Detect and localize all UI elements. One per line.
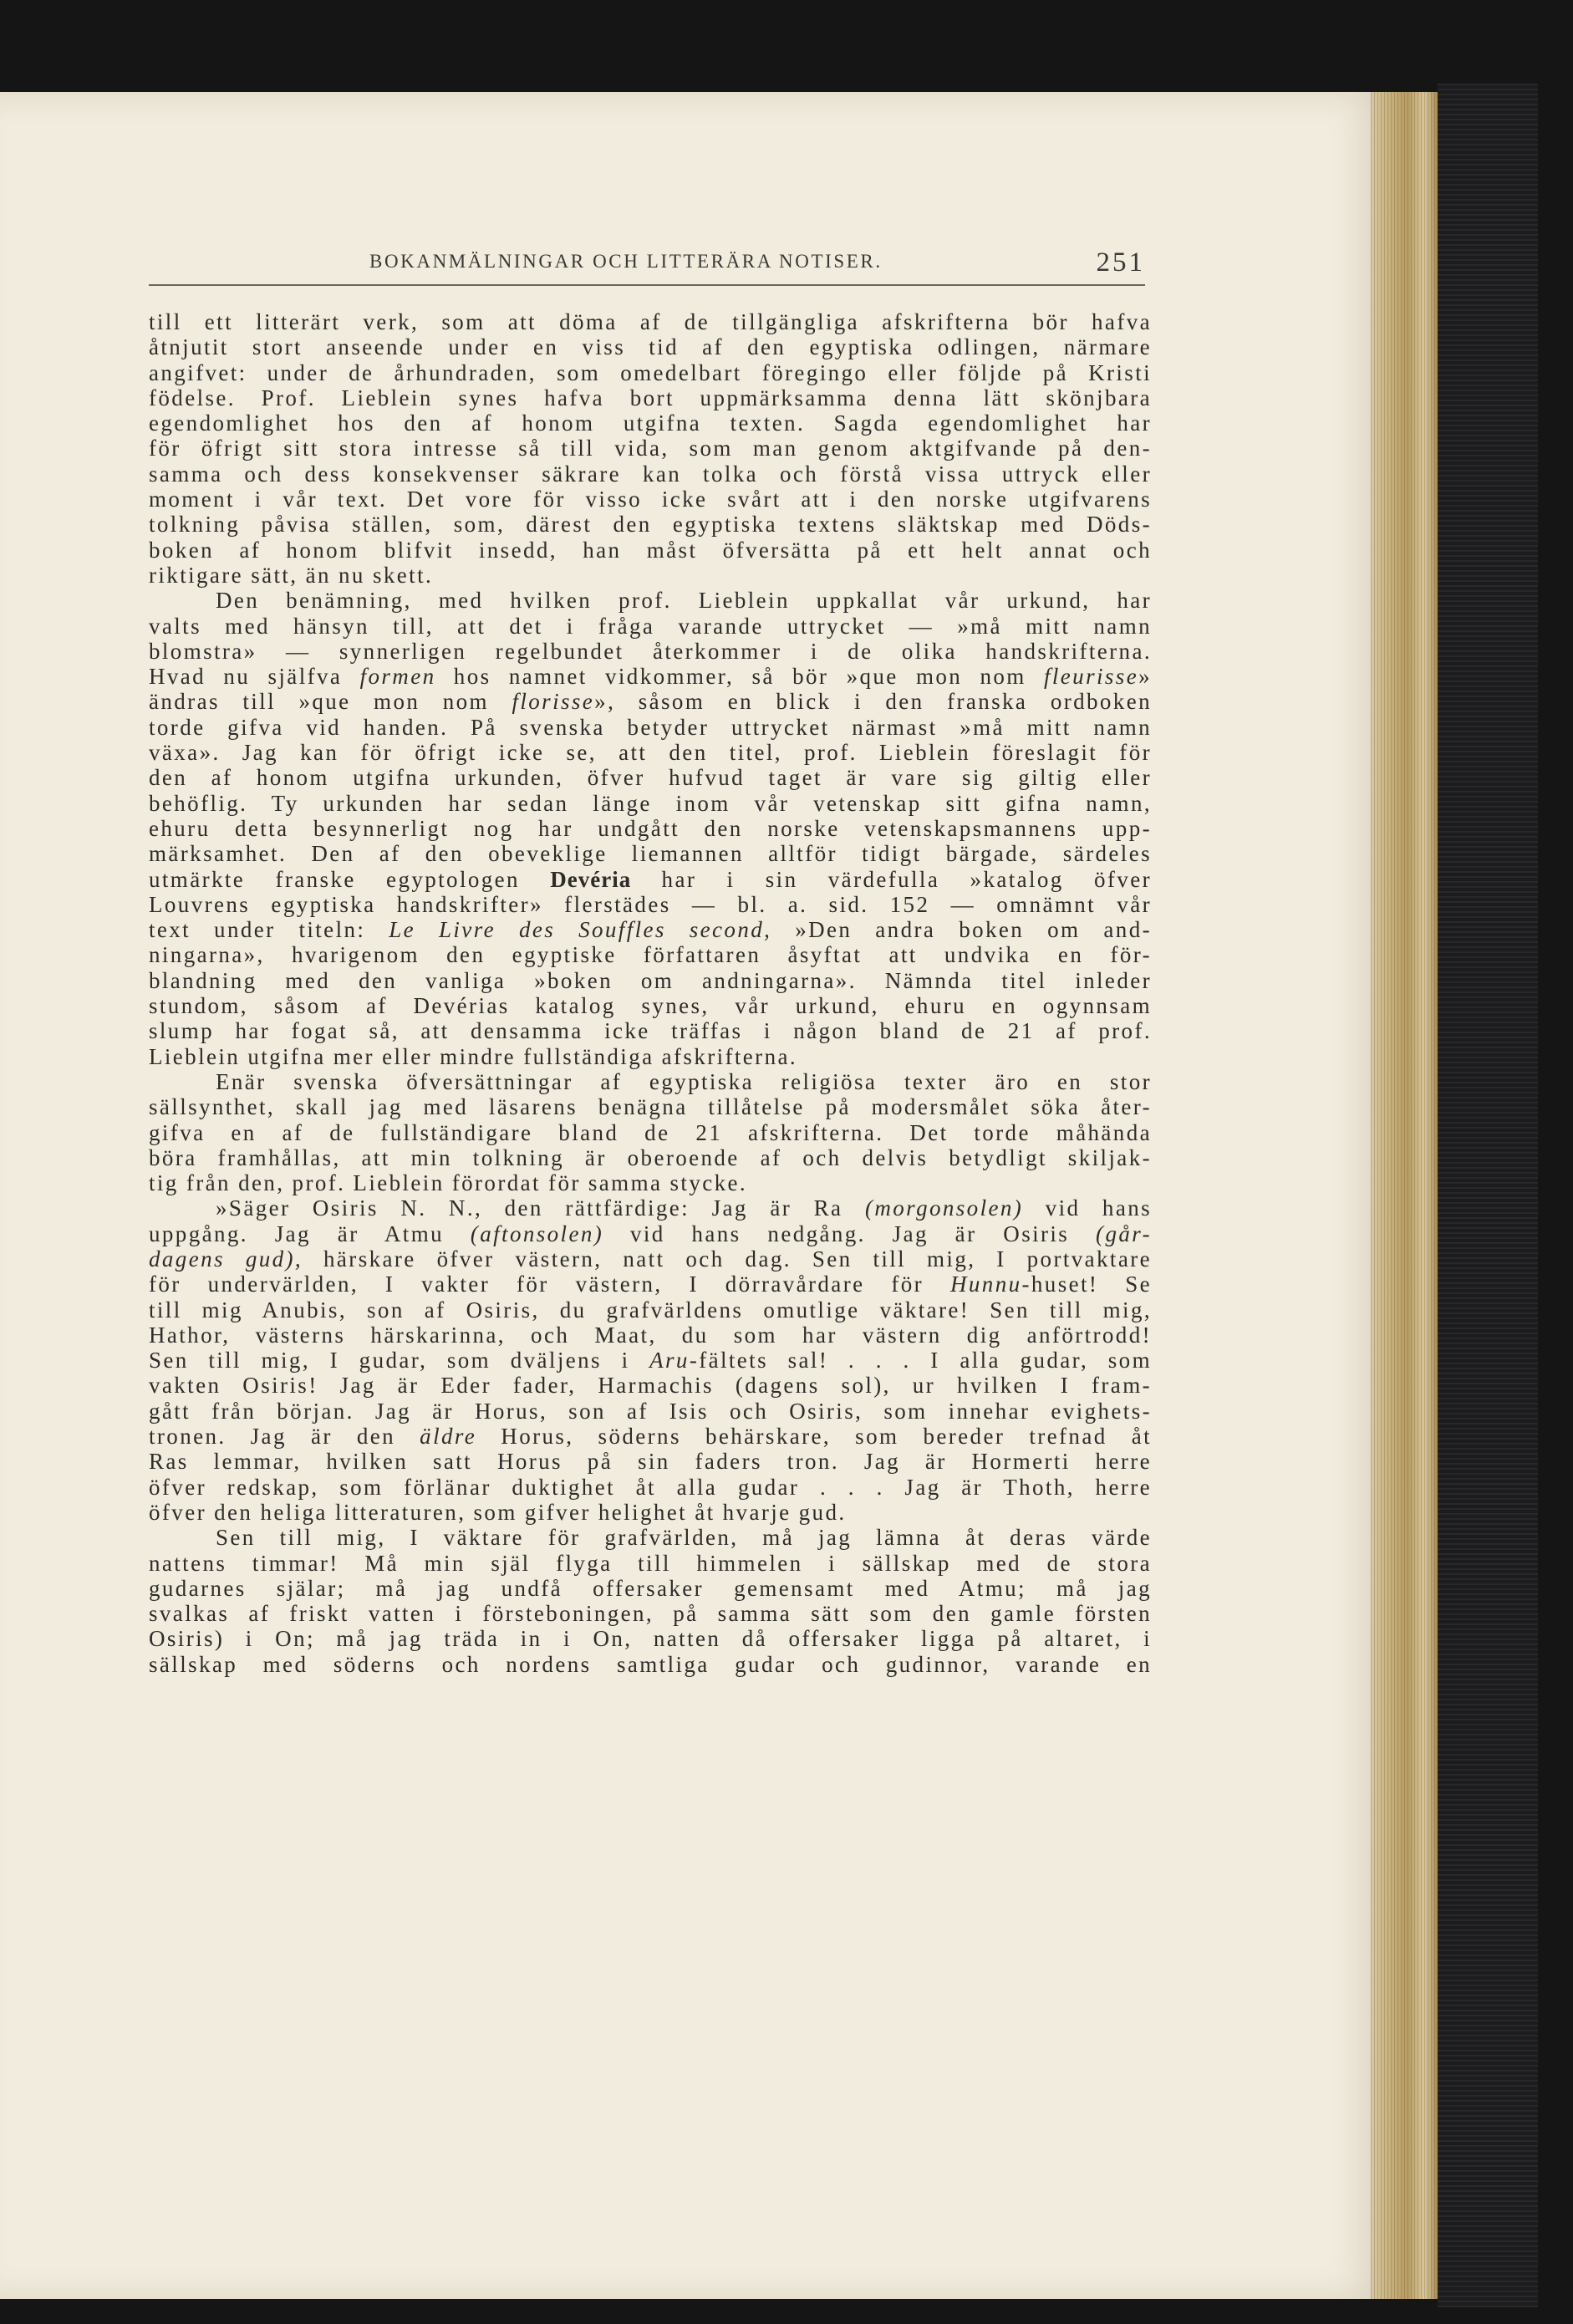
text-line bbox=[149, 993, 1152, 1018]
text-line bbox=[149, 1601, 1152, 1626]
text-segment: svalkas af friskt vatten i försteboningen, på samma sätt som den gamle försten bbox=[149, 1601, 1152, 1627]
italic-text: formen bbox=[359, 664, 436, 690]
text-line bbox=[149, 461, 1152, 487]
text-line bbox=[149, 309, 1152, 334]
text-line bbox=[149, 563, 1152, 588]
text-segment: stundom, såsom af Devérias katalog synes, vår urkund, ehuru en ogynnsam bbox=[149, 993, 1152, 1019]
text-line bbox=[149, 1373, 1152, 1398]
text-segment: härskare öfver västern, natt och dag. Sen till mig, I portvaktare bbox=[303, 1246, 1152, 1272]
text-segment: Sen till mig, I väktare för grafvärlden, må jag lämna åt deras värde bbox=[216, 1525, 1152, 1551]
italic-text: äldre bbox=[420, 1424, 477, 1450]
text-line bbox=[149, 436, 1152, 461]
italic-text: (går- bbox=[1096, 1221, 1152, 1246]
text-line bbox=[149, 791, 1152, 816]
italic-text: (morgonsolen) bbox=[864, 1195, 1024, 1221]
text-line bbox=[149, 740, 1152, 765]
text-line bbox=[149, 1348, 1152, 1373]
text-segment: öfver den heliga litteraturen, som gifver helighet åt hvarje gud. bbox=[149, 1499, 847, 1525]
text-segment: den af honom utgifna urkunden, öfver hufvud taget är vare sig giltig eller bbox=[149, 765, 1152, 791]
text-segment: sällskap med söderns och nordens samtliga gudar och gudinnor, varande en bbox=[149, 1651, 1152, 1677]
text-line bbox=[149, 816, 1152, 841]
text-segment: blandning med den vanliga »boken om andningarna». Nämnda titel inleder bbox=[149, 967, 1152, 993]
page-number: 251 bbox=[1096, 247, 1145, 278]
text-segment: vakten Osiris! Jag är Eder fader, Harmachis (dagens sol), ur hvilken I fram- bbox=[149, 1373, 1152, 1399]
text-segment: tig från den, prof. Lieblein förordat för samma stycke. bbox=[149, 1170, 748, 1196]
italic-text: fleurisse bbox=[1044, 664, 1139, 690]
text-line bbox=[149, 1475, 1152, 1500]
text-line bbox=[149, 1424, 1152, 1449]
text-line bbox=[149, 588, 1152, 613]
text-line bbox=[149, 1246, 1152, 1272]
text-segment: hos namnet vidkommer, så bör »que mon nom bbox=[435, 664, 1044, 690]
text-line bbox=[149, 1449, 1152, 1474]
text-segment: gått från början. Jag är Horus, son af Isis och Osiris, som innehar evighets- bbox=[149, 1398, 1152, 1424]
text-line bbox=[149, 1551, 1152, 1576]
text-line bbox=[149, 487, 1152, 512]
text-segment: gudarnes själar; må jag undfå offersaker gemensamt med Atmu; må jag bbox=[149, 1575, 1152, 1601]
text-segment: behöflig. Ty urkunden har sedan länge inom vår vetenskap sitt gifna namn, bbox=[149, 790, 1152, 816]
text-line bbox=[149, 765, 1152, 790]
text-segment: slump har fogat så, att densamma icke träffas i någon bland de 21 af prof. bbox=[149, 1018, 1152, 1044]
text-line bbox=[149, 614, 1152, 639]
text-segment: Osiris) i On; må jag träda in i On, natten då offersaker ligga på altaret, i bbox=[149, 1626, 1152, 1652]
text-line bbox=[149, 664, 1152, 689]
text-segment: gifva en af de fullständigare bland de 21 afskrifterna. Det torde måhända bbox=[149, 1119, 1152, 1145]
text-segment: »Säger Osiris N. N., den rättfärdige: Jag är Ra bbox=[216, 1195, 865, 1221]
text-segment: ändras till »que mon nom bbox=[149, 689, 512, 715]
text-line bbox=[149, 538, 1152, 563]
text-line bbox=[149, 512, 1152, 537]
text-segment: »Den andra boken om and- bbox=[771, 917, 1152, 943]
text-line bbox=[149, 1576, 1152, 1601]
text-line bbox=[149, 1652, 1152, 1677]
text-line bbox=[149, 1323, 1152, 1348]
text-segment: för undervärlden, I vakter för västern, I dörravårdare för bbox=[149, 1272, 950, 1297]
text-line bbox=[149, 1272, 1152, 1297]
text-segment: för öfrigt sitt stora intresse så till vida, som man genom aktgifvande på den- bbox=[149, 436, 1152, 461]
text-segment: valts med hänsyn till, att det i fråga varande uttrycket — »må mitt namn bbox=[149, 613, 1152, 639]
text-segment: ningarna», hvarigenom den egyptiske författaren åsyftat att undvika en för- bbox=[149, 942, 1152, 968]
text-segment: », såsom en blick i den franska ordboken bbox=[594, 689, 1152, 715]
text-segment: sällsynthet, skall jag med läsarens benägna tillåtelse på modersmålet söka åter- bbox=[149, 1094, 1152, 1120]
text-line bbox=[149, 1018, 1152, 1043]
text-line bbox=[149, 1094, 1152, 1119]
text-line bbox=[149, 917, 1152, 942]
body-text bbox=[149, 309, 1152, 1677]
text-segment: till mig Anubis, son af Osiris, du grafvärldens omutlige väktare! Sen till mig, bbox=[149, 1297, 1152, 1323]
italic-text: Hunnu bbox=[950, 1272, 1022, 1297]
text-line bbox=[149, 689, 1152, 714]
book-binding bbox=[1438, 84, 1538, 2307]
italic-text: dagens gud), bbox=[149, 1246, 303, 1272]
text-segment: till ett litterärt verk, som att döma af de tillgängliga afskrifterna bör hafva bbox=[149, 309, 1152, 334]
running-head: BOKANMÄLNINGAR OCH LITTERÄRA NOTISER. bbox=[369, 251, 883, 272]
italic-text: (aftonsolen) bbox=[470, 1221, 604, 1246]
text-segment: har i sin värdefulla »katalog öfver bbox=[631, 866, 1152, 892]
text-segment: Hvad nu själfva bbox=[149, 664, 360, 690]
text-line bbox=[149, 410, 1152, 436]
text-segment: » bbox=[1138, 664, 1153, 690]
text-segment: tronen. Jag är den bbox=[149, 1424, 420, 1450]
text-segment: Hathor, västerns härskarinna, och Maat, du som har västern dig anförtrodd! bbox=[149, 1322, 1152, 1348]
text-segment: Louvrens egyptiska handskrifter» flerstädes — bl. a. sid. 152 — omnämnt vår bbox=[149, 891, 1152, 917]
bold-text: Devéria bbox=[550, 866, 632, 892]
text-line bbox=[149, 1044, 1152, 1069]
text-line bbox=[149, 1069, 1152, 1094]
text-line bbox=[149, 968, 1152, 993]
text-segment: åtnjutit stort anseende under en viss tid af den egyptiska odlingen, närmare bbox=[149, 334, 1152, 360]
text-segment: uppgång. Jag är Atmu bbox=[149, 1221, 471, 1246]
text-segment: böra framhållas, att min tolkning är oberoende af och delvis betydligt skiljak- bbox=[149, 1144, 1152, 1170]
text-segment: vid hans bbox=[1023, 1195, 1153, 1221]
text-line bbox=[149, 1221, 1152, 1246]
page-edges bbox=[1371, 92, 1438, 2299]
text-line bbox=[149, 942, 1152, 967]
text-segment: Den benämning, med hvilken prof. Lieblein uppkallat vår urkund, har bbox=[216, 588, 1152, 614]
text-segment: Sen till mig, I gudar, som dväljens i bbox=[149, 1348, 650, 1374]
text-segment: ehuru detta besynnerligt nog har undgått den norske vetenskapsmannens upp- bbox=[149, 815, 1152, 841]
text-segment: blomstra» — synnerligen regelbundet återkommer i de olika handskrifterna. bbox=[149, 638, 1152, 664]
text-segment: angifvet: under de århundraden, som omedelbart föregingo eller följde på Kristi bbox=[149, 359, 1152, 385]
text-line bbox=[149, 1170, 1152, 1195]
text-segment: tolkning påvisa ställen, som, därest den egyptiska textens släktskap med Döds- bbox=[149, 512, 1152, 538]
italic-text: Aru bbox=[649, 1348, 690, 1374]
text-segment: -huset! Se bbox=[1021, 1272, 1152, 1297]
text-line bbox=[149, 841, 1152, 866]
text-line bbox=[149, 1120, 1152, 1145]
italic-text: florisse bbox=[512, 689, 595, 715]
text-line bbox=[149, 1195, 1152, 1221]
text-segment: födelse. Prof. Lieblein synes hafva bort uppmärksamma denna lätt skönjbara bbox=[149, 385, 1152, 410]
text-line bbox=[149, 1297, 1152, 1323]
text-segment: märksamhet. Den af den obeveklige liemannen alltför tidigt bärgade, särdeles bbox=[149, 841, 1152, 867]
text-line bbox=[149, 1500, 1152, 1525]
text-line bbox=[149, 1399, 1152, 1424]
text-segment: Horus, söderns behärskare, som bereder trefnad åt bbox=[476, 1424, 1153, 1450]
text-segment: torde gifva vid handen. På svenska betyder uttrycket närmast »må mitt namn bbox=[149, 714, 1152, 740]
text-segment: moment i vår text. Det vore för visso icke svårt att i den norske utgifvarens bbox=[149, 487, 1152, 512]
text-segment: Ras lemmar, hvilken satt Horus på sin faders tron. Jag är Hormerti herre bbox=[149, 1449, 1152, 1475]
text-segment: Lieblein utgifna mer eller mindre fullständiga afskrifterna. bbox=[149, 1043, 798, 1069]
text-line bbox=[149, 1626, 1152, 1651]
text-line bbox=[149, 715, 1152, 740]
text-line bbox=[149, 892, 1152, 917]
text-segment: öfver redskap, som förlänar duktighet åt alla gudar . . . Jag är Thoth, herre bbox=[149, 1474, 1152, 1500]
text-segment: utmärkte franske egyptologen bbox=[149, 866, 551, 892]
text-line bbox=[149, 867, 1152, 892]
text-segment: vid hans nedgång. Jag är Osiris bbox=[603, 1221, 1097, 1246]
text-segment: riktigare sätt, än nu skett. bbox=[149, 562, 434, 588]
text-segment: nattens timmar! Må min själ flyga till himmelen i sällskap med de stora bbox=[149, 1550, 1152, 1576]
text-line bbox=[149, 639, 1152, 664]
text-segment: Enär svenska öfversättningar af egyptiska religiösa texter äro en stor bbox=[216, 1068, 1152, 1094]
page-header bbox=[149, 249, 1145, 286]
text-line bbox=[149, 1525, 1152, 1550]
text-segment: -fältets sal! . . . I alla gudar, som bbox=[689, 1348, 1152, 1374]
text-segment: växa». Jag kan för öfrigt icke se, att den titel, prof. Lieblein föreslagit för bbox=[149, 740, 1152, 766]
text-segment: egendomlighet hos den af honom utgifna texten. Sagda egendomlighet har bbox=[149, 410, 1152, 436]
text-line bbox=[149, 1145, 1152, 1170]
text-line bbox=[149, 385, 1152, 410]
text-segment: text under titeln: bbox=[149, 917, 389, 943]
italic-text: Le Livre des Souffles second, bbox=[389, 917, 772, 943]
text-segment: samma och dess konsekvenser säkrare kan tolka och förstå vissa uttryck eller bbox=[149, 461, 1152, 487]
text-line bbox=[149, 334, 1152, 359]
text-line bbox=[149, 360, 1152, 385]
text-segment: boken af honom blifvit insedd, han måst öfversätta på ett helt annat och bbox=[149, 537, 1152, 563]
